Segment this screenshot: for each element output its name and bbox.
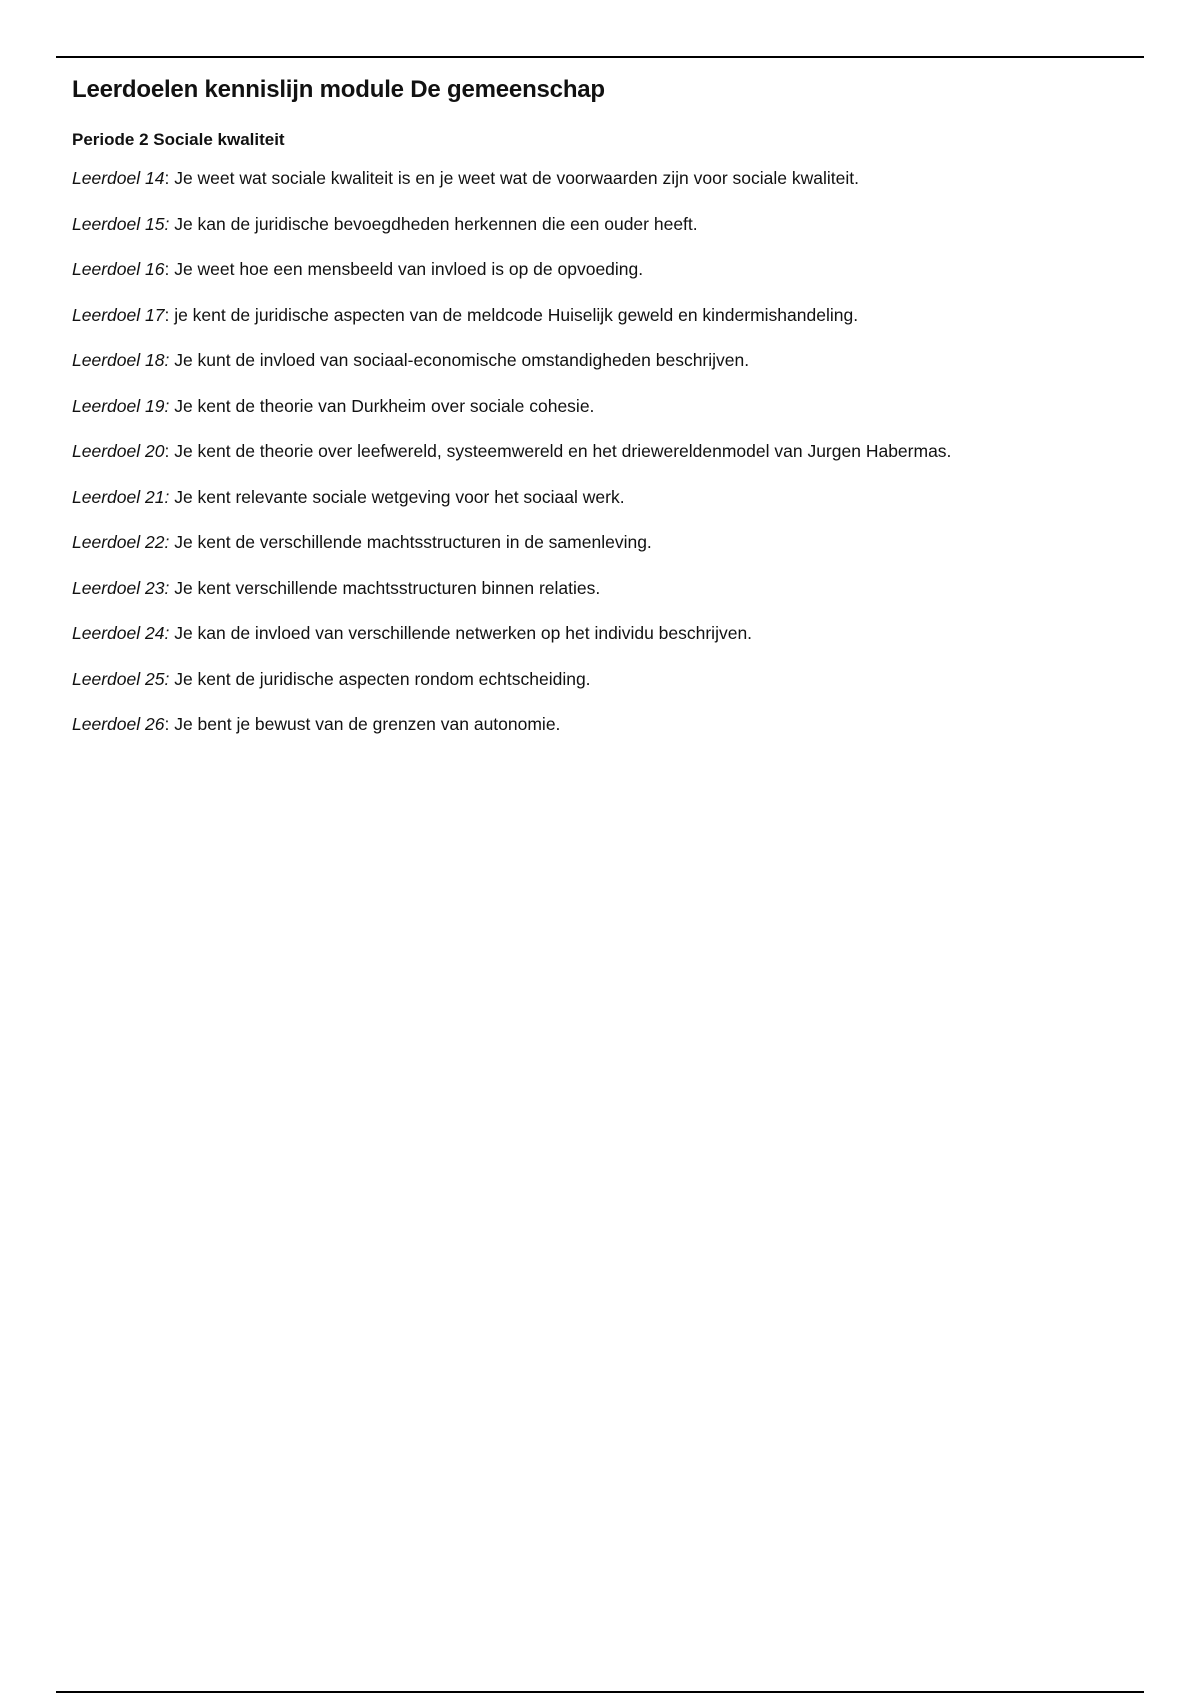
bottom-rule <box>56 1691 1144 1693</box>
section-title: Periode 2 Sociale kwaliteit <box>72 130 285 149</box>
learning-goal <box>72 439 1152 485</box>
learning-goal <box>72 166 1152 212</box>
learning-goal-text: Je kent de theorie van Durkheim over sociale cohesie. <box>174 395 595 416</box>
learning-goal-separator: : <box>164 714 175 734</box>
learning-goal-text: Je weet wat sociale kwaliteit is en je weet wat de voorwaarden zijn voor sociale kwaliteit. <box>174 168 859 188</box>
learning-goal-label: Leerdoel 21: <box>72 486 170 507</box>
document-title: Leerdoelen kennislijn module De gemeenschap <box>72 76 605 103</box>
learning-goal-text: Je bent je bewust van de grenzen van autonomie. <box>174 714 561 734</box>
learning-goal <box>72 303 1152 349</box>
learning-goal <box>72 485 1152 531</box>
learning-goal-text: Je kan de invloed van verschillende netwerken op het individu beschrijven. <box>174 623 753 643</box>
learning-goal <box>72 394 1152 440</box>
learning-goal-text: Je kent verschillende machtsstructuren binnen relaties. <box>174 577 601 598</box>
learning-goal-text: Je kent de theorie over leefwereld, systeemwereld en het driewereldenmodel van Jurgen Habermas. <box>174 441 952 461</box>
learning-goal-label: Leerdoel 25: <box>72 668 170 689</box>
learning-goal <box>72 212 1152 258</box>
learning-goal-label: Leerdoel 23: <box>72 577 170 598</box>
learning-goal-label: Leerdoel 22: <box>72 532 170 552</box>
learning-goal-separator: : <box>164 168 175 188</box>
learning-goal <box>72 712 1152 758</box>
learning-goal-separator: : <box>164 304 175 325</box>
learning-goal-label: Leerdoel 18: <box>72 350 170 370</box>
learning-goal-text: Je kent de juridische aspecten rondom echtscheiding. <box>174 668 591 689</box>
learning-goal-text: Je kent relevante sociale wetgeving voor het sociaal werk. <box>174 486 625 507</box>
learning-goal-label: Leerdoel 17 <box>72 304 165 325</box>
learning-goal-separator: : <box>164 441 175 461</box>
learning-goal-list <box>72 166 1152 758</box>
learning-goal-label: Leerdoel 24: <box>72 623 170 643</box>
learning-goal <box>72 621 1152 667</box>
learning-goal-label: Leerdoel 16 <box>72 259 165 279</box>
learning-goal-text: Je weet hoe een mensbeeld van invloed is op de opvoeding. <box>174 259 644 279</box>
learning-goal <box>72 667 1152 713</box>
page-content <box>72 74 1152 758</box>
learning-goal-text: je kent de juridische aspecten van de meldcode Huiselijk geweld en kindermishandeling. <box>174 304 859 325</box>
learning-goal-label: Leerdoel 14 <box>72 168 165 188</box>
learning-goal <box>72 348 1152 394</box>
learning-goal-label: Leerdoel 15: <box>72 213 170 234</box>
learning-goal-separator: : <box>164 259 175 279</box>
learning-goal <box>72 530 1152 576</box>
learning-goal-text: Je kent de verschillende machtsstructuren in de samenleving. <box>174 532 652 552</box>
learning-goal <box>72 257 1152 303</box>
learning-goal-text: Je kan de juridische bevoegdheden herkennen die een ouder heeft. <box>174 213 698 234</box>
learning-goal-label: Leerdoel 26 <box>72 714 165 734</box>
top-rule <box>56 56 1144 58</box>
learning-goal <box>72 576 1152 622</box>
learning-goal-label: Leerdoel 19: <box>72 395 170 416</box>
learning-goal-text: Je kunt de invloed van sociaal-economische omstandigheden beschrijven. <box>174 350 750 370</box>
learning-goal-label: Leerdoel 20 <box>72 441 165 461</box>
